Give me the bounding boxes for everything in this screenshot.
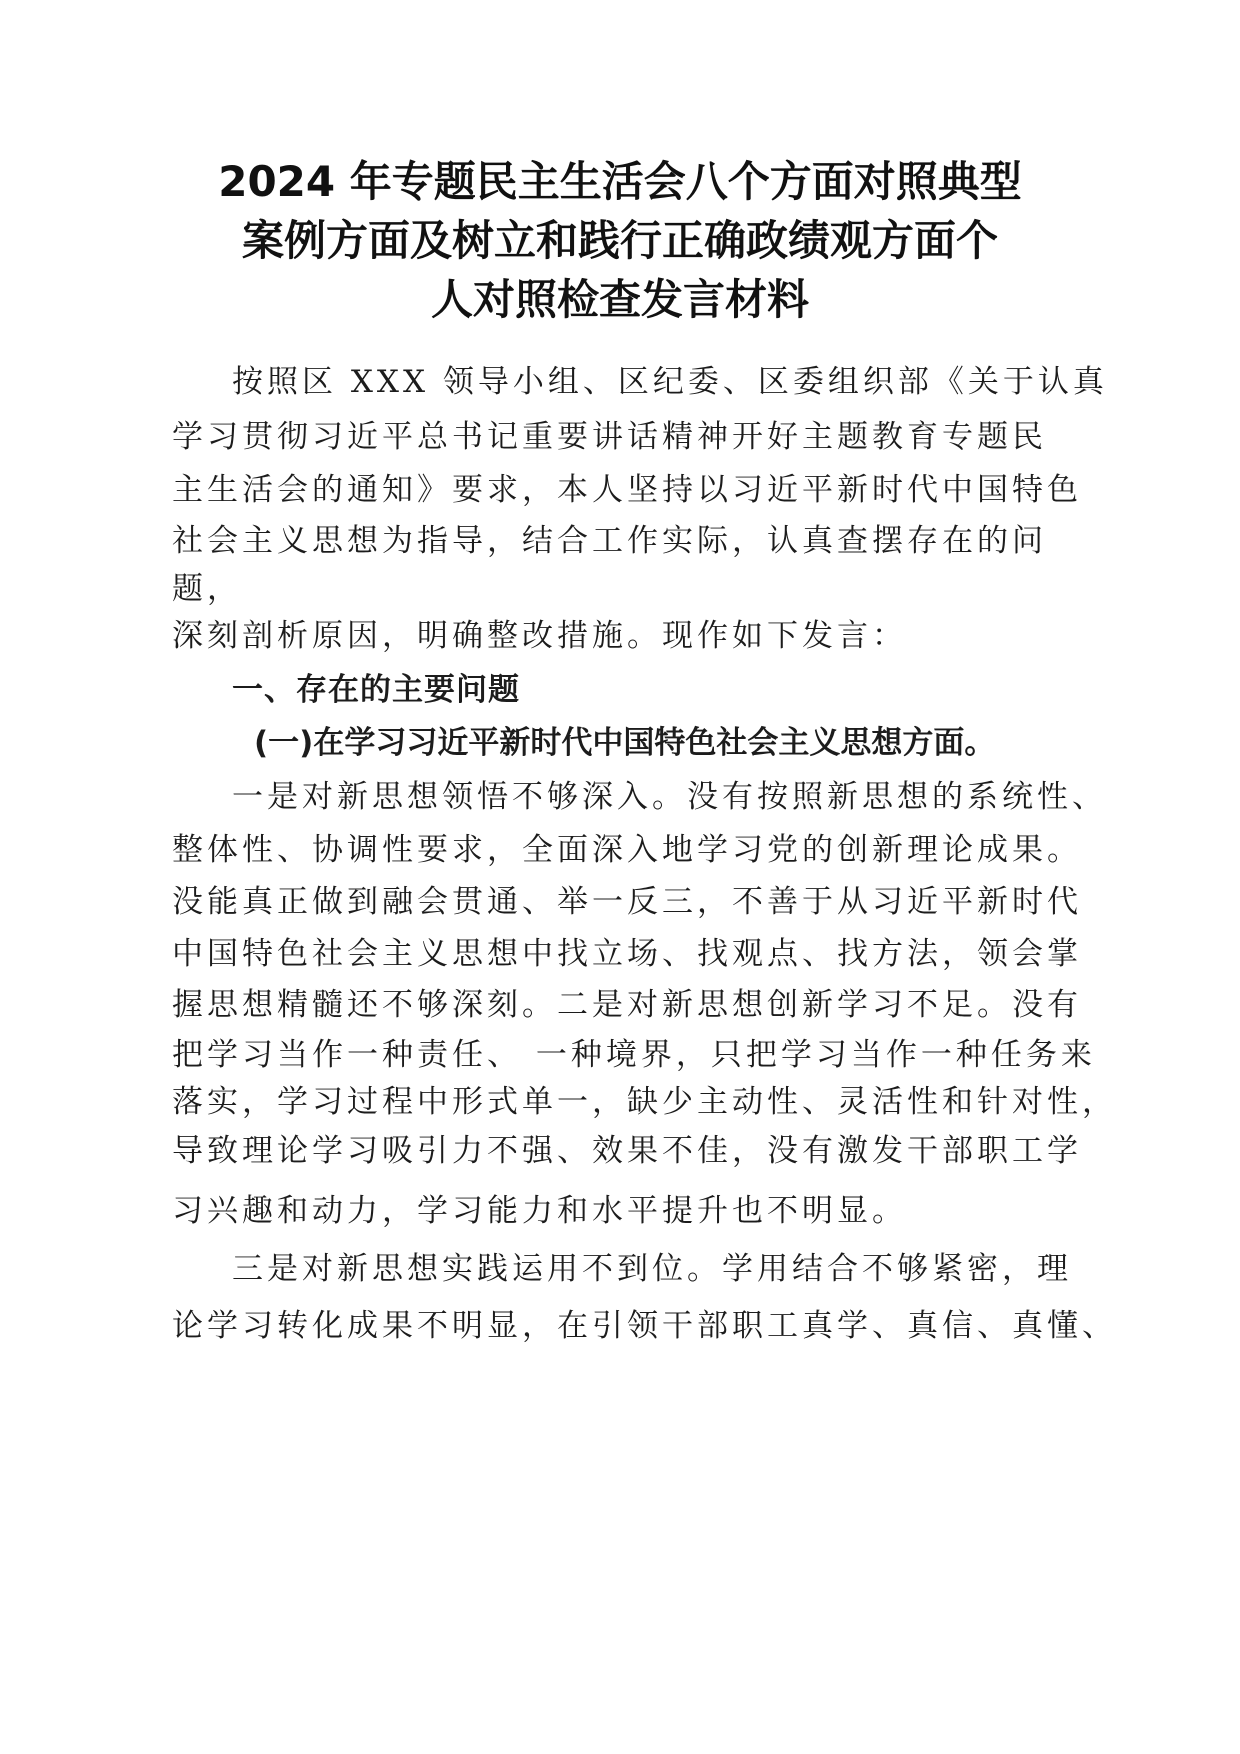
paragraph-line: 落实，学习过程中形式单一，缺少主动性、灵活性和针对性， [172, 1084, 1117, 1120]
paragraph-line: 习兴趣和动力，学习能力和水平提升也不明显。 [172, 1193, 907, 1229]
paragraph-line: 一是对新思想领悟不够深入。没有按照新思想的系统性、 [232, 779, 1107, 815]
paragraph-line: 握思想精髓还不够深刻。二是对新思想创新学习不足。没有 [172, 987, 1082, 1023]
subsection-heading: (一)在学习习近平新时代中国特色社会主义思想方面。 [254, 725, 996, 761]
paragraph-line: 论学习转化成果不明显，在引领干部职工真学、真信、真懂、 [172, 1308, 1117, 1344]
paragraph-line: 没能真正做到融会贯通、举一反三，不善于从习近平新时代 [172, 884, 1082, 920]
title-line: 人对照检查发言材料 [430, 275, 809, 324]
intro-line: 题， [172, 571, 242, 607]
intro-line: 社会主义思想为指导，结合工作实际，认真查摆存在的问 [172, 523, 1047, 559]
paragraph-line: 三是对新思想实践运用不到位。学用结合不够紧密，理 [232, 1251, 1072, 1287]
paragraph-line: 导致理论学习吸引力不强、效果不佳，没有激发干部职工学 [172, 1133, 1082, 1169]
section-heading: 一、存在的主要问题 [232, 672, 520, 708]
intro-line: 主生活会的通知》要求，本人坚持以习近平新时代中国特色 [172, 472, 1082, 508]
document-title [150, 152, 1090, 329]
intro-line: 深刻剖析原因，明确整改措施。现作如下发言： [172, 618, 907, 654]
paragraph-line: 整体性、协调性要求，全面深入地学习党的创新理论成果。 [172, 832, 1082, 868]
paragraph-line: 中国特色社会主义思想中找立场、找观点、找方法，领会掌 [172, 936, 1082, 972]
paragraph-line: 把学习当作一种责任、 一种境界，只把学习当作一种任务来 [172, 1037, 1096, 1073]
intro-line: 按照区 XXX 领导小组、区纪委、区委组织部《关于认真 [232, 364, 1108, 400]
title-line: 案例方面及树立和践行正确政绩观方面个 [241, 216, 998, 265]
title-line: 2024 年专题民主生活会八个方面对照典型 [218, 157, 1022, 206]
intro-line: 学习贯彻习近平总书记重要讲话精神开好主题教育专题民 [172, 419, 1047, 455]
